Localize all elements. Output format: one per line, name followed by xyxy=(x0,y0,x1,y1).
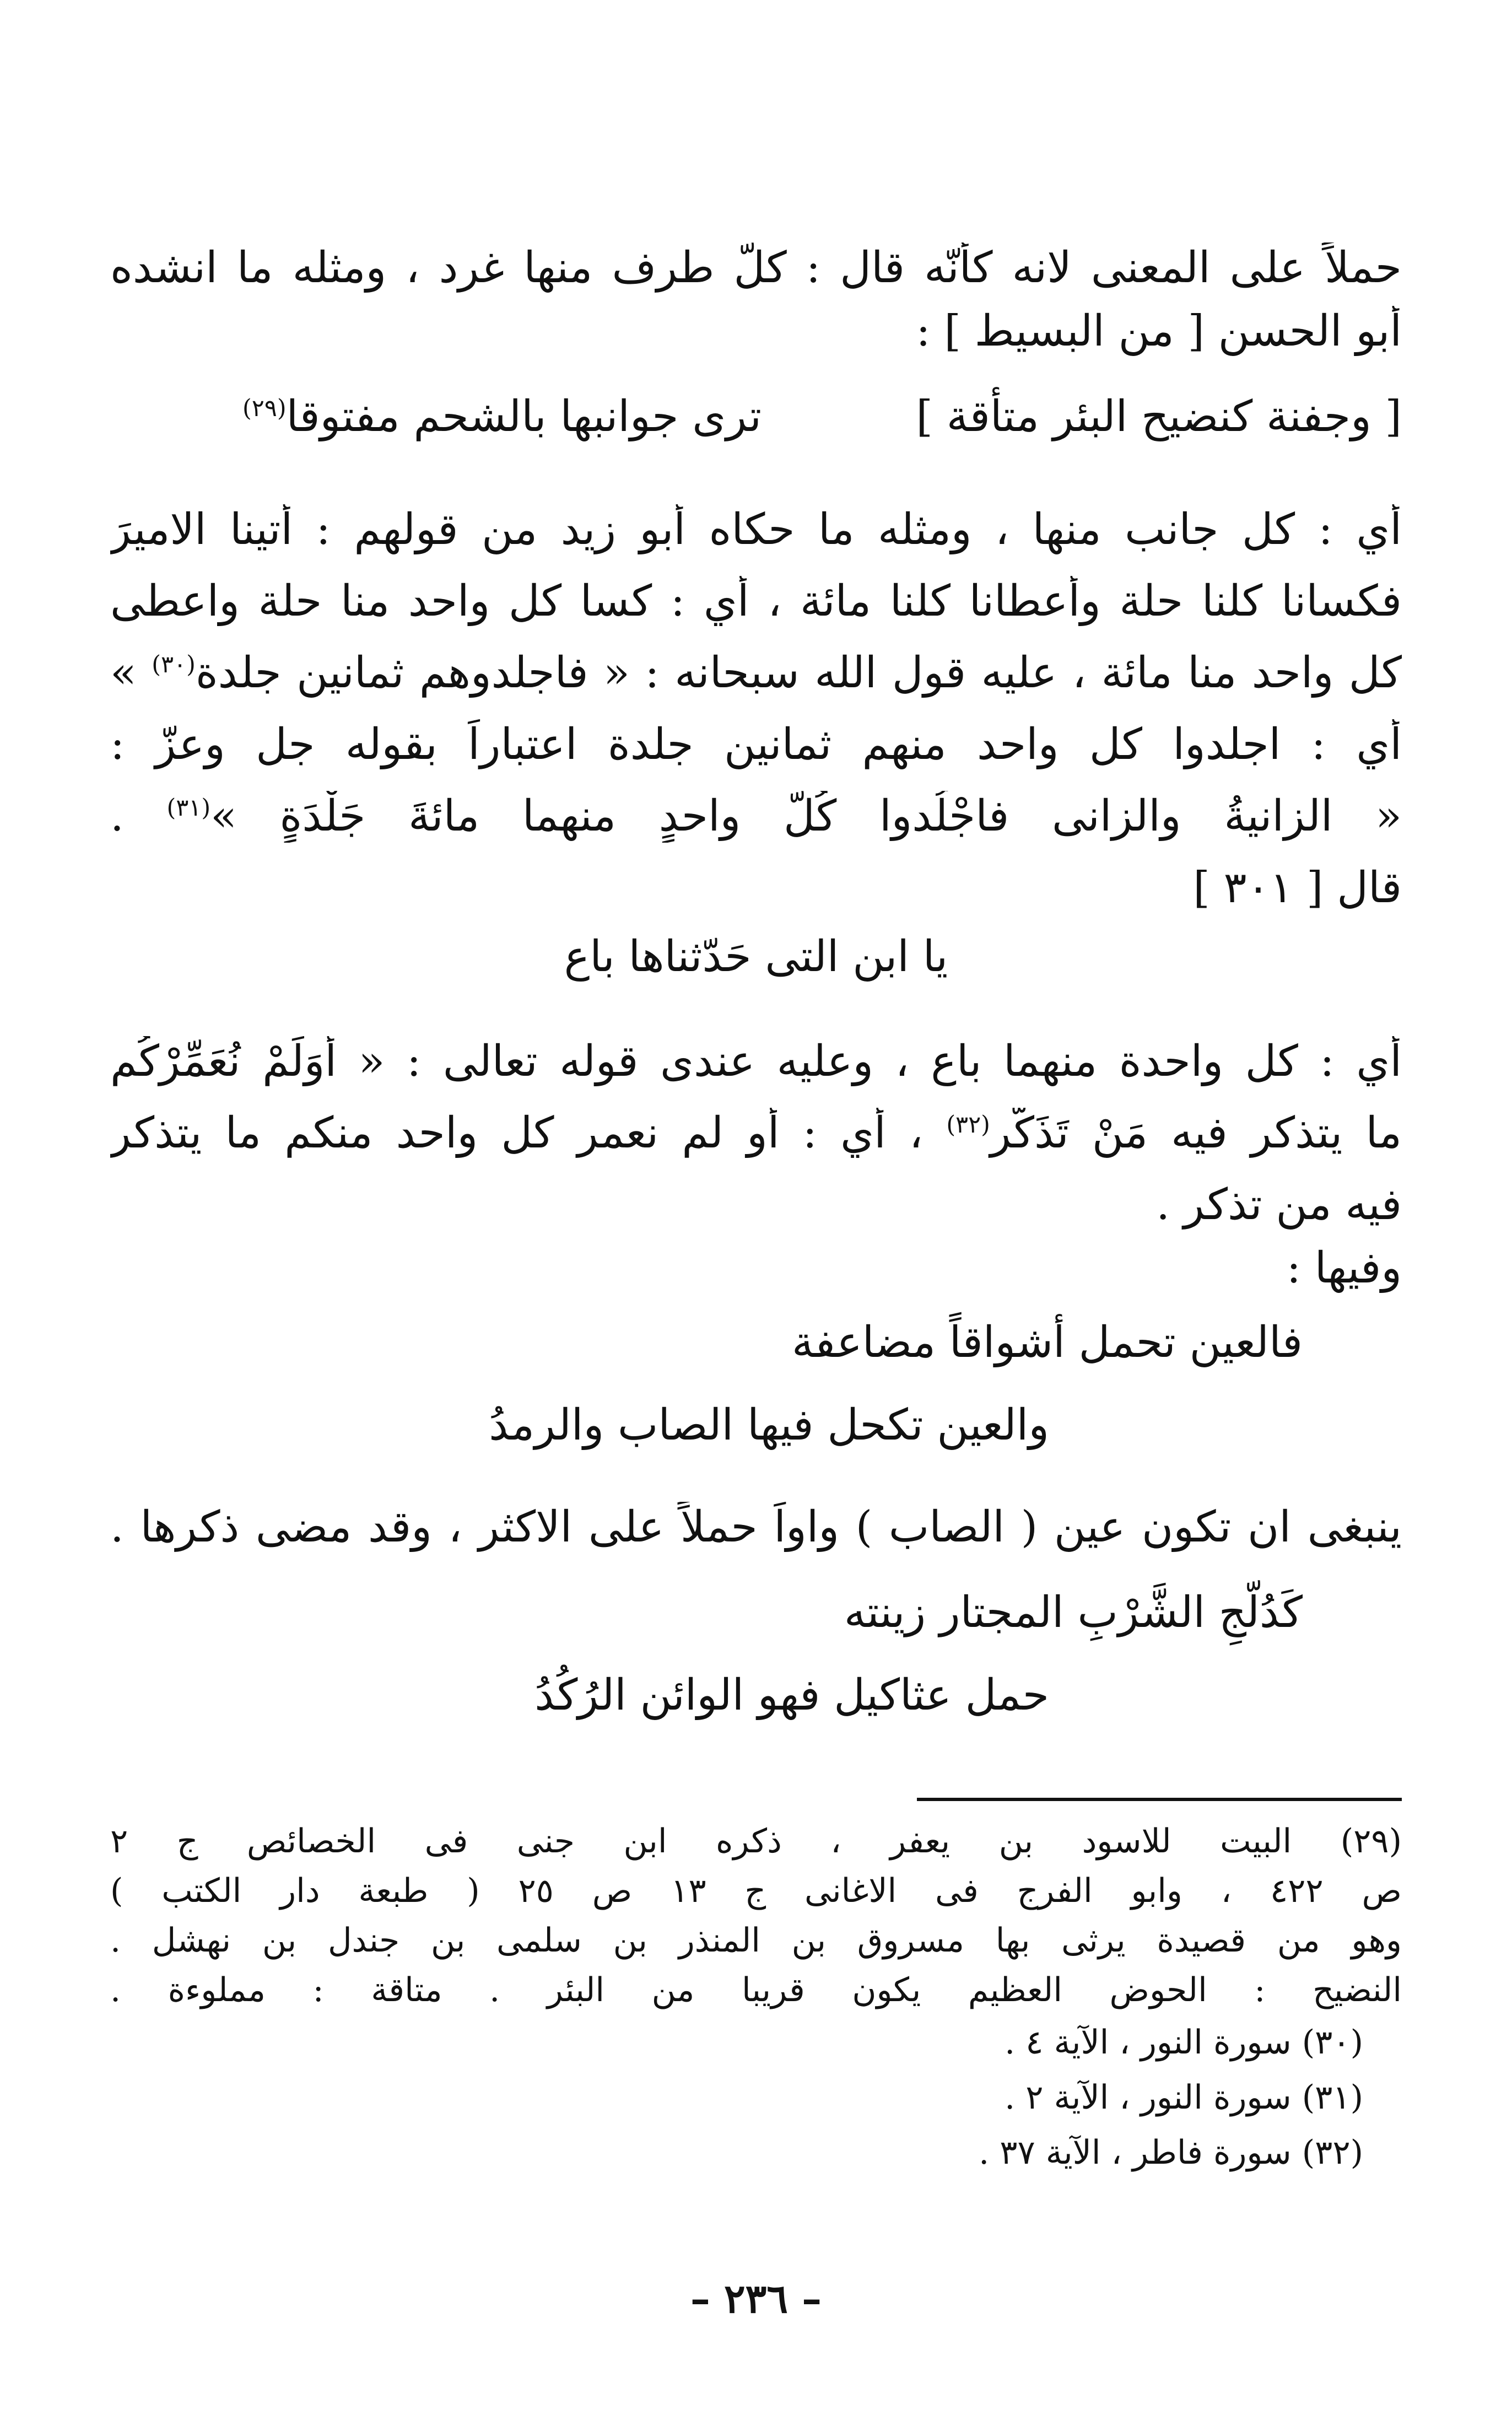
body-line-9: أي : كل واحدة منهما باع ، وعليه عندى قوله تعالى : « أوَلَمْ نُعَمِّرْكُم xyxy=(110,1037,1402,1086)
footnote-ref-32: (٣٢) xyxy=(946,1111,990,1139)
footnote-line-4: النضيح : الحوض العظيم يكون قريبا من البئر . متاقة : مملوءة . xyxy=(110,1971,1402,2009)
verse-29-text: ترى جوانبها بالشحم مفتوقا xyxy=(286,392,762,441)
quote-close-30: » xyxy=(110,648,137,698)
verse-29-second-hemistich xyxy=(242,391,762,443)
footnote-line-1: (٢٩) البيت للاسود بن يعفر ، ذكره ابن جنى فى الخصائص ج ٢ xyxy=(110,1822,1402,1861)
body-line-5-text: كل واحد منا مائة ، عليه قول الله سبحانه : « فاجلدوهم ثمانين جلدة xyxy=(195,648,1402,698)
footnote-ref-30: (٣٠) xyxy=(152,651,196,678)
body-line-11: فيه من تذكر . xyxy=(1156,1180,1402,1230)
footnote-separator xyxy=(917,1798,1402,1801)
body-line-13: ينبغى ان تكون عين ( الصاب ) واواً حملاً على الاكثر ، وقد مضى ذكرها . xyxy=(110,1502,1402,1552)
body-line-6: أي : اجلدوا كل واحد منهم ثمانين جلدة اعتباراً بقوله جل وعزّ : xyxy=(110,720,1402,769)
verse-3-second: حمل عثاكيل فهو الوائن الرُكُدُ xyxy=(534,1670,1049,1720)
period-31: . xyxy=(110,791,124,841)
footnote-30: (٣٠) سورة النور ، الآية ٤ . xyxy=(1005,2023,1363,2062)
body-line-3: أي : كل جانب منها ، ومثله ما حكاه أبو زيد من قولهم : أتينا الاميرَ xyxy=(110,505,1402,554)
body-line-7 xyxy=(110,791,1402,843)
footnote-line-2: ص ٤٢٢ ، وابو الفرج فى الاغانى ج ١٣ ص ٢٥ ( طبعة دار الكتب ) xyxy=(110,1872,1402,1910)
footnote-31: (٣١) سورة النور ، الآية ٢ . xyxy=(1005,2078,1363,2117)
body-line-4: فكسانا كلنا حلة وأعطانا كلنا مائة ، أي : كسا كل واحد منا حلة واعطى xyxy=(110,576,1402,626)
footnote-line-3: وهو من قصيدة يرثى بها مسروق بن المنذر بن سلمى بن جندل بن نهشل . xyxy=(110,1921,1402,1960)
footnote-32: (٣٢) سورة فاطر ، الآية ٣٧ . xyxy=(979,2133,1363,2172)
footnote-ref-31: (٣١) xyxy=(166,794,211,822)
body-line-12: وفيها : xyxy=(1286,1243,1402,1293)
verse-2-first: فالعين تحمل أشواقاً مضاعفة xyxy=(791,1318,1303,1367)
body-line-5 xyxy=(110,648,1402,699)
body-line-10-rest: ، أي : أو لم نعمر كل واحد منكم ما يتذكر xyxy=(110,1108,924,1158)
verse-3-first: كَدُلّجِ الشَّرْبِ المجتار زينته xyxy=(844,1588,1303,1637)
footnote-ref-29: (٢٩) xyxy=(242,395,287,422)
page-number: – ٢٣٦ – xyxy=(690,2275,822,2322)
body-line-10 xyxy=(110,1108,1402,1160)
body-line-1: حملاً على المعنى لانه كأنّه قال : كلّ طرف منها غرد ، ومثله ما انشده xyxy=(110,243,1402,293)
body-line-7-text: « الزانيةُ والزانى فاجْلُدوا كُلَّ واحدٍ منهما مائةَ جَلْدَةٍ » xyxy=(210,791,1402,841)
verse-2-second: والعين تكحل فيها الصاب والرمدُ xyxy=(489,1400,1049,1450)
body-line-8: قال [ ٣٠١ ] xyxy=(1193,863,1402,913)
verse-single: يا ابن التى حَدّثناها باع xyxy=(564,932,948,982)
verse-29-first-hemistich: [ وجفنة كنضيح البئر متأقة ] xyxy=(916,392,1402,441)
body-line-10-text: ما يتذكر فيه مَنْ تَذَكّر xyxy=(990,1108,1402,1158)
body-line-2: أبو الحسن [ من البسيط ] : xyxy=(916,306,1402,356)
